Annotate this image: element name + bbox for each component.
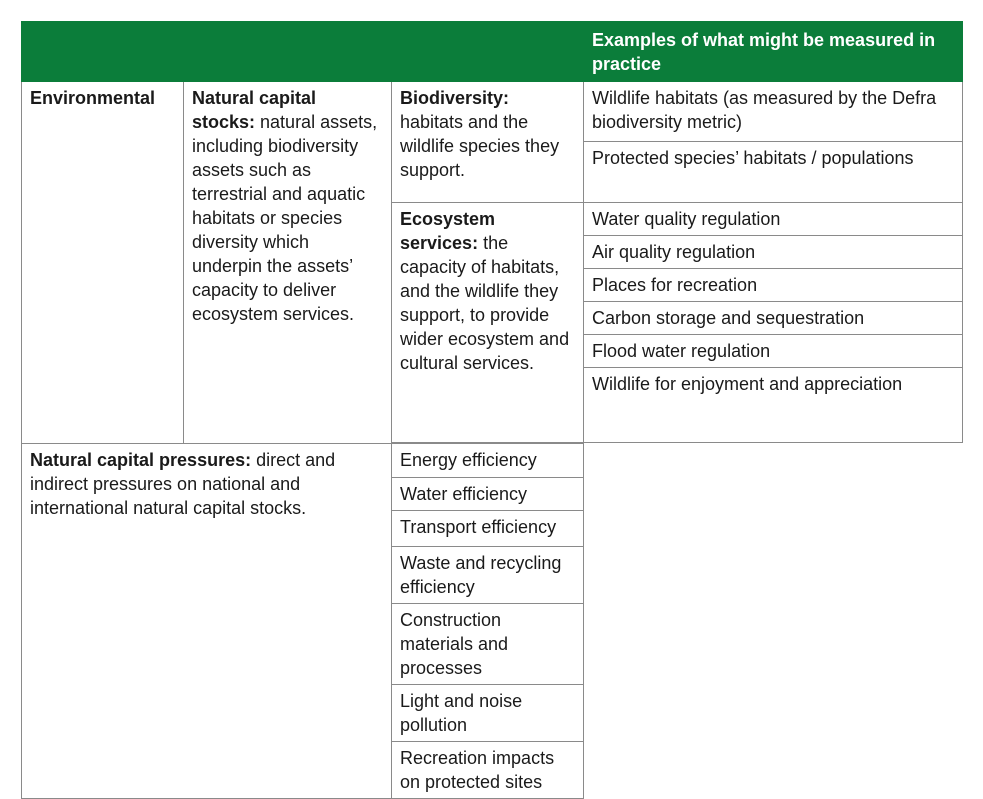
category-label: Environmental (30, 88, 156, 108)
ecosystem-title: Ecosystem services: (400, 209, 496, 253)
ecosystem-cell (392, 203, 584, 443)
stocks-cell (184, 82, 392, 444)
table-header-row (22, 22, 963, 82)
pressures-title: Natural capital pressures: (30, 450, 252, 470)
table-row (22, 444, 963, 478)
example-cell: Flood water regulation (584, 335, 963, 368)
example-cell: Carbon storage and sequestration (584, 302, 963, 335)
example-cell: Light and noise pollution (392, 685, 584, 742)
example-cell: Water quality regulation (584, 203, 963, 236)
header-blank-cell (22, 22, 584, 82)
pressures-cell (22, 444, 392, 799)
examples-header: Examples of what might be measured in practice (584, 22, 963, 82)
biodiversity-title: Biodiversity: (400, 88, 510, 108)
example-cell: Recreation impacts on protected sites (392, 742, 584, 799)
example-cell: Energy efficiency (392, 444, 584, 478)
category-cell (22, 82, 184, 444)
example-cell: Transport efficiency (392, 511, 584, 547)
biodiversity-text: habitats and the wildlife species they support. (400, 112, 560, 180)
pressures-text: direct and indirect pressures on national and international natural capital stocks. (30, 450, 336, 518)
example-cell: Water efficiency (392, 478, 584, 511)
biodiversity-cell (392, 82, 584, 203)
example-cell: Places for recreation (584, 269, 963, 302)
stocks-title: Natural capital stocks: (192, 88, 317, 132)
natural-capital-table (21, 21, 963, 799)
example-cell: Construction materials and processes (392, 604, 584, 685)
example-cell: Wildlife habitats (as measured by the Defra biodiversity metric) (584, 82, 963, 142)
example-cell: Air quality regulation (584, 236, 963, 269)
stocks-text: natural assets, including biodiversity assets such as terrestrial and aquatic habitats or species diversity which underpin the assets’ capacity to deliver ecosystem services. (192, 112, 378, 324)
table-row (22, 82, 963, 142)
example-cell: Wildlife for enjoyment and appreciation (584, 368, 963, 443)
example-cell: Protected species’ habitats / populations (584, 142, 963, 203)
ecosystem-text: the capacity of habitats, and the wildlife they support, to provide wider ecosystem and cultural services. (400, 233, 570, 373)
example-cell: Waste and recycling efficiency (392, 547, 584, 604)
